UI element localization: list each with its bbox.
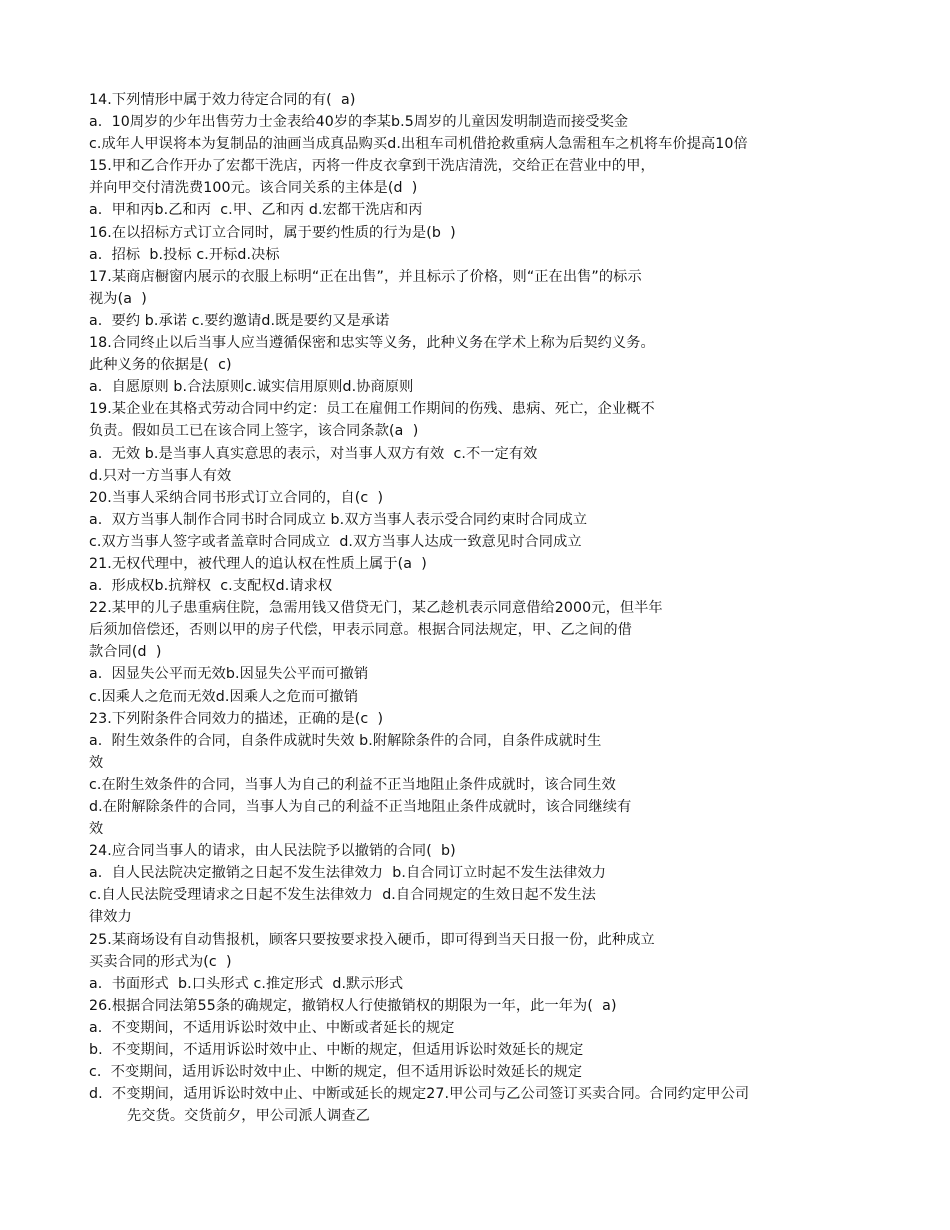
text-line: 25.某商场设有自动售报机，顾客只要按要求投入硬币，即可得到当天日报一份，此种成立 — [89, 931, 655, 948]
text-line: 并向甲交付清洗费100元。该合同关系的主体是(d ) — [89, 180, 418, 197]
text-line: c.因乘人之危而无效d.因乘人之危而可撤销 — [89, 688, 359, 705]
text-line: a. 因显失公平而无效b.因显失公平而可撤销 — [89, 666, 369, 683]
text-line: c.成年人甲误将本为复制品的油画当成真品购买d.出租车司机借抢救重病人急需租车之机将车价提高10倍 — [89, 136, 748, 153]
text-line: 此种义务的依据是( c) — [89, 357, 232, 374]
text-line: c.在附生效条件的合同，当事人为自己的利益不正当地阻止条件成就时，该合同生效 — [89, 776, 616, 793]
text-line: 视为(a ) — [89, 290, 147, 307]
text-line: 负责。假如员工已在该合同上签字，该合同条款(a ) — [89, 423, 419, 440]
text-line: a. 书面形式 b.口头形式 c.推定形式 d.默示形式 — [89, 975, 404, 992]
text-line: 22.某甲的儿子患重病住院，急需用钱又借贷无门，某乙趁机表示同意借给2000元，但半年 — [89, 600, 663, 617]
text-line: 律效力 — [89, 909, 132, 926]
text-line: 效 — [89, 821, 104, 838]
text-line: a. 双方当事人制作合同书时合同成立 b.双方当事人表示受合同约束时合同成立 — [89, 511, 588, 528]
text-line: 先交货。交货前夕，甲公司派人调查乙 — [127, 1108, 370, 1125]
text-line: 17.某商店橱窗内展示的衣服上标明“正在出售”，并且标示了价格，则“正在出售”的标示 — [89, 268, 642, 285]
text-line: 24.应合同当事人的请求，由人民法院予以撤销的合同( b) — [89, 843, 456, 860]
text-line: 26.根据合同法第55条的确规定，撤销权人行使撤销权的期限为一年，此一年为( a) — [89, 997, 617, 1014]
text-line: a. 要约 b.承诺 c.要约邀请d.既是要约又是承诺 — [89, 312, 390, 329]
text-line: a. 形成权b.抗辩权 c.支配权d.请求权 — [89, 578, 333, 595]
text-line: c.双方当事人签字或者盖章时合同成立 d.双方当事人达成一致意见时合同成立 — [89, 533, 582, 550]
text-line: c. 不变期间，适用诉讼时效中止、中断的规定，但不适用诉讼时效延长的规定 — [89, 1064, 583, 1081]
text-line: 23.下列附条件合同效力的描述，正确的是(c ) — [89, 710, 384, 727]
text-line: 后须加倍偿还，否则以甲的房子代偿，甲表示同意。根据合同法规定，甲、乙之间的借 — [89, 622, 632, 639]
text-line: d. 不变期间，适用诉讼时效中止、中断或延长的规定27.甲公司与乙公司签订买卖合同。合同约定甲公司 — [89, 1086, 750, 1103]
text-line: d.只对一方当事人有效 — [89, 467, 232, 484]
text-line: a. 无效 b.是当事人真实意思的表示，对当事人双方有效 c.不一定有效 — [89, 445, 538, 462]
text-line: a. 自人民法院决定撤销之日起不发生法律效力 b.自合同订立时起不发生法律效力 — [89, 865, 607, 882]
text-line: c.自人民法院受理请求之日起不发生法律效力 d.自合同规定的生效日起不发生法 — [89, 887, 596, 904]
text-line: 20.当事人采纳合同书形式订立合同的，自(c ) — [89, 489, 384, 506]
text-line: 21.无权代理中，被代理人的追认权在性质上属于(a ) — [89, 555, 427, 572]
text-line: 买卖合同的形式为(c ) — [89, 953, 232, 970]
text-line: a. 自愿原则 b.合法原则c.诚实信用原则d.协商原则 — [89, 379, 414, 396]
text-line: 15.甲和乙合作开办了宏都干洗店，丙将一件皮衣拿到干洗店清洗，交给正在营业中的甲， — [89, 158, 655, 175]
text-line: d.在附解除条件的合同，当事人为自己的利益不正当地阻止条件成就时，该合同继续有 — [89, 799, 632, 815]
document-body — [89, 89, 879, 1127]
text-line: a. 10周岁的少年出售劳力士金表给40岁的李某b.5周岁的儿童因发明制造而接受奖金 — [89, 114, 629, 131]
text-line: 14.下列情形中属于效力待定合同的有( a) — [89, 92, 356, 108]
text-line: 款合同(d ) — [89, 644, 162, 661]
text-line: 效 — [89, 754, 104, 771]
text-line: 19.某企业在其格式劳动合同中约定：员工在雇佣工作期间的伤残、患病、死亡，企业概不 — [89, 401, 655, 418]
text-line: a. 招标 b.投标 c.开标d.决标 — [89, 246, 280, 263]
text-line: 18.合同终止以后当事人应当遵循保密和忠实等义务，此种义务在学术上称为后契约义务。 — [89, 335, 655, 352]
text-line: a. 甲和丙b.乙和丙 c.甲、乙和丙 d.宏都干洗店和丙 — [89, 202, 423, 219]
text-line: 16.在以招标方式订立合同时，属于要约性质的行为是(b ) — [89, 224, 456, 241]
text-line: a. 附生效条件的合同，自条件成就时失效 b.附解除条件的合同，自条件成就时生 — [89, 732, 602, 749]
text-line: a. 不变期间，不适用诉讼时效中止、中断或者延长的规定 — [89, 1019, 455, 1036]
text-line: b. 不变期间，不适用诉讼时效中止、中断的规定，但适用诉讼时效延长的规定 — [89, 1042, 584, 1059]
